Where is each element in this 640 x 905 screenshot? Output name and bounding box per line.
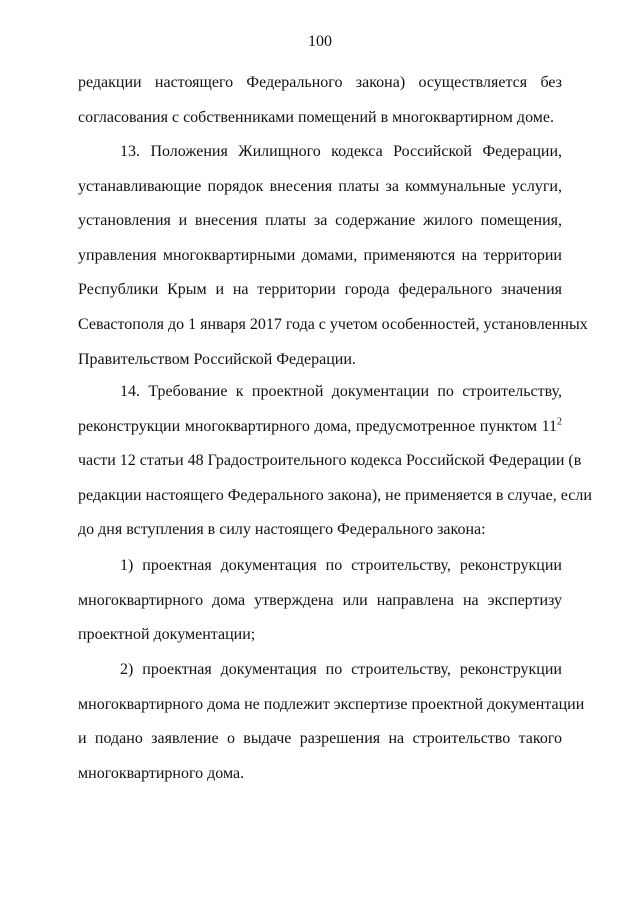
text-line: устанавливающие порядок внесения платы за коммунальные услуги,: [78, 177, 562, 195]
text-line: многоквартирного дома не подлежит экспертизе проектной документации: [78, 695, 585, 713]
text-line: многоквартирного дома.: [78, 764, 245, 782]
paragraph-continuation: [78, 66, 562, 135]
superscript: 2: [557, 416, 562, 428]
text-line: согласования с собственниками помещений в многоквартирном доме.: [78, 108, 554, 126]
text-line: 14. Требование к проектной документации по строительству,: [120, 383, 562, 400]
text-line-with-superscript: [78, 410, 562, 445]
text-line: до дня вступления в силу настоящего Федерального закона:: [78, 521, 486, 539]
paragraph-14-item-2: [78, 653, 585, 791]
text-line: Правительством Российской Федерации.: [78, 350, 356, 368]
page-number: 100: [308, 33, 332, 50]
text-line: 1) проектная документация по строительству, реконструкции: [120, 557, 562, 574]
text-line: и подано заявление о выдаче разрешения на строительство такого: [78, 730, 562, 748]
paragraph-14-item-1: [78, 549, 562, 653]
paragraph-13: [78, 135, 588, 377]
text-line: проектной документации;: [78, 626, 256, 644]
text-line: реконструкции многоквартирного дома, предусмотренное пунктом 11: [78, 417, 557, 435]
text-line: многоквартирного дома утверждена или направлена на экспертизу: [78, 591, 562, 609]
paragraph-14: [78, 375, 592, 548]
text-line: Севастополя до 1 января 2017 года с учетом особенностей, установленных: [78, 315, 588, 333]
text-line: управления многоквартирными домами, применяются на территории: [78, 246, 562, 264]
text-line: 2) проектная документация по строительству, реконструкции: [120, 661, 562, 678]
text-line: редакции настоящего Федерального закона) осуществляется без: [78, 74, 562, 91]
text-line: установления и внесения платы за содержание жилого помещения,: [78, 212, 562, 230]
text-line: части 12 статьи 48 Градостроительного кодекса Российской Федерации (в: [78, 452, 582, 470]
text-line: 13. Положения Жилищного кодекса Российской Федерации,: [120, 143, 562, 160]
text-line: редакции настоящего Федерального закона), не применяется в случае, если: [78, 486, 592, 504]
text-line: Республики Крым и на территории города федерального значения: [78, 281, 562, 299]
